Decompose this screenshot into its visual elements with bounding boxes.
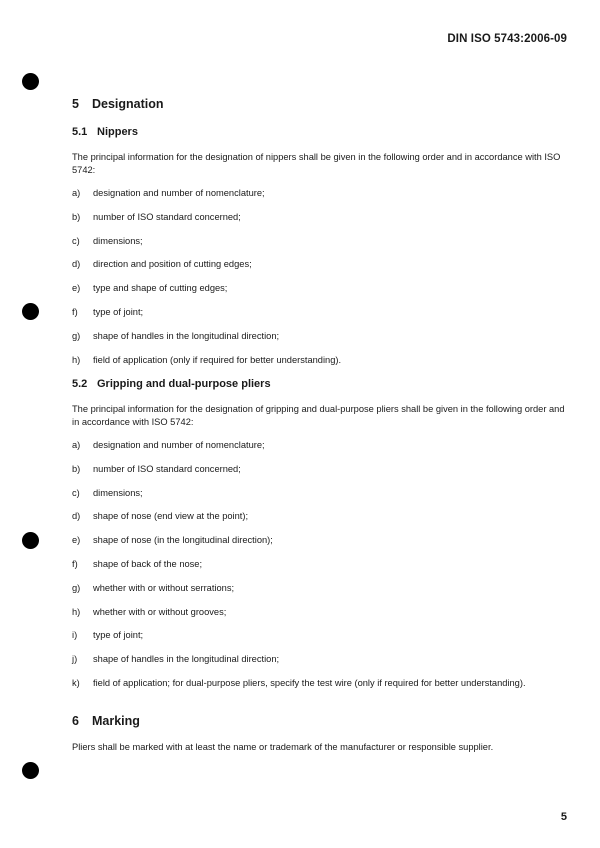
nippers-intro: The principal information for the designation of nippers shall be given in the following order and in accordance with ISO 5742:	[72, 152, 561, 175]
page-number: 5	[560, 811, 567, 823]
list-item-text: direction and position of cutting edges;	[93, 259, 252, 270]
list-item	[72, 330, 577, 354]
list-item-text: dimensions;	[93, 487, 143, 498]
list-item-text: designation and number of nomenclature;	[93, 188, 265, 198]
section-5-heading	[72, 97, 164, 111]
list-item-text: shape of handles in the longitudinal direction;	[93, 654, 280, 665]
list-item-letter: k)	[72, 677, 80, 688]
list-item	[72, 510, 577, 534]
list-item-letter: c)	[72, 487, 80, 498]
list-item	[72, 282, 577, 306]
list-item	[72, 582, 577, 606]
section-title: Designation	[92, 97, 164, 111]
list-item-text: field of application (only if required for better understanding).	[93, 354, 342, 365]
subsection-number: 5.1	[72, 126, 88, 138]
list-item-text: shape of nose (in the longitudinal direction);	[93, 535, 273, 546]
list-item-text: whether with or without grooves;	[93, 606, 227, 617]
list-item-letter: h)	[72, 354, 81, 365]
list-item-text: number of ISO standard concerned;	[93, 463, 241, 474]
section-6-heading	[72, 714, 140, 728]
list-item-text: field of application; for dual-purpose pliers, specify the test wire (only if required for better understanding).	[93, 677, 526, 688]
list-item-text: shape of handles in the longitudinal direction;	[93, 330, 280, 341]
subsection-title: Nippers	[97, 126, 138, 138]
list-item-letter: g)	[72, 330, 81, 341]
list-item	[72, 606, 577, 630]
list-item	[72, 558, 577, 582]
list-item-letter: b)	[72, 463, 81, 474]
list-item-letter: j)	[72, 654, 78, 665]
pliers-intro: The principal information for the designation of gripping and dual-purpose pliers shall be given in the following order and in accordance with ISO 5742:	[72, 404, 565, 427]
list-item	[72, 354, 577, 378]
section-5-2-heading	[72, 378, 271, 390]
list-item	[72, 187, 577, 211]
list-item	[72, 235, 577, 259]
punch-hole-2	[22, 303, 39, 320]
list-item-letter: g)	[72, 582, 81, 593]
list-item-letter: b)	[72, 211, 81, 222]
list-item-letter: i)	[72, 630, 78, 641]
punch-hole-4	[22, 762, 39, 779]
list-item	[72, 629, 577, 653]
list-item	[72, 211, 577, 235]
list-item-letter: a)	[72, 188, 81, 198]
list-item	[72, 463, 577, 487]
list-item-text: type of joint;	[93, 630, 144, 641]
section-number: 6	[72, 714, 79, 728]
subsection-number: 5.2	[72, 378, 88, 390]
list-item-text: dimensions;	[93, 235, 143, 246]
punch-hole-3	[22, 532, 39, 549]
list-item-text: designation and number of nomenclature;	[93, 440, 265, 450]
list-item-text: shape of back of the nose;	[93, 558, 203, 569]
list-item-text: shape of nose (end view at the point);	[93, 511, 249, 522]
list-item-text: type and shape of cutting edges;	[93, 283, 228, 294]
list-item-letter: e)	[72, 535, 81, 546]
list-item	[72, 306, 577, 330]
pliers-list	[72, 439, 577, 701]
list-item-letter: f)	[72, 306, 78, 317]
list-item	[72, 653, 577, 677]
nippers-list	[72, 187, 577, 377]
document-code: DIN ISO 5743:2006-09	[447, 33, 567, 45]
list-item-letter: h)	[72, 606, 81, 617]
list-item-text: type of joint;	[93, 306, 144, 317]
section-title: Marking	[92, 714, 140, 728]
section-5-1-heading	[72, 126, 138, 138]
list-item-text: number of ISO standard concerned;	[93, 211, 241, 222]
list-item-letter: c)	[72, 235, 80, 246]
list-item-letter: d)	[72, 511, 81, 522]
list-item-letter: e)	[72, 283, 81, 294]
list-item	[72, 487, 577, 511]
subsection-title: Gripping and dual-purpose pliers	[97, 378, 271, 390]
list-item	[72, 677, 577, 701]
marking-body: Pliers shall be marked with at least the name or trademark of the manufacturer or responsible supplier.	[72, 742, 494, 752]
punch-hole-1	[22, 73, 39, 90]
list-item	[72, 534, 577, 558]
list-item	[72, 258, 577, 282]
list-item-letter: a)	[72, 440, 81, 450]
list-item-text: whether with or without serrations;	[93, 582, 235, 593]
list-item	[72, 439, 577, 463]
list-item-letter: d)	[72, 259, 81, 270]
list-item-letter: f)	[72, 558, 78, 569]
section-number: 5	[72, 97, 79, 111]
